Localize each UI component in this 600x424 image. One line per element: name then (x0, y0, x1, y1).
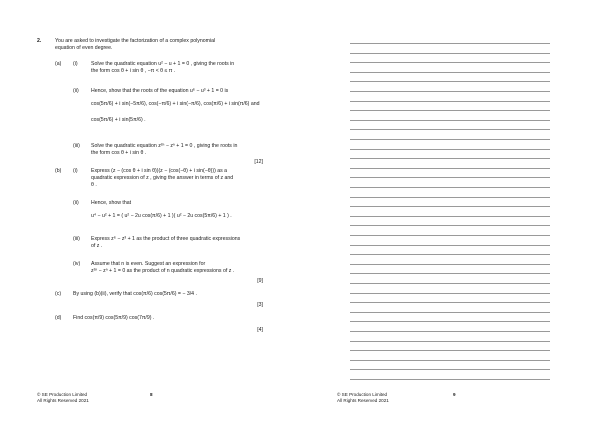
part-a-ii-line-2: cos(5π/6) + i sin(−5π/6), cos(−π/6) + i sin(−π/6), cos(π/6) + i sin(π/6) and (91, 101, 260, 107)
part-b-i-line-2: quadratic expression of z , giving the answer in terms of z and (91, 175, 234, 181)
answer-line (350, 369, 550, 370)
answer-line (350, 168, 550, 169)
part-c-marks: [3] (257, 302, 263, 308)
part-d-marks: [4] (257, 327, 263, 333)
answer-line (350, 62, 550, 63)
answer-line (350, 302, 550, 303)
part-c-label: (c) (55, 291, 62, 297)
answer-line (350, 283, 550, 284)
part-b-ii-label: (ii) (73, 200, 79, 206)
answer-line (350, 43, 550, 44)
footer-rights: All Rights Reserved 2021 (337, 398, 389, 403)
part-c-text: By using (b)(ii), verify that cos(π/6) cos(5π/6) = − 3/4 . (73, 291, 197, 297)
part-a-iii-label: (iii) (73, 143, 80, 149)
answer-line (350, 187, 550, 188)
part-a-i-line-2: the form cos θ + i sin θ , −π < θ ≤ π . (91, 68, 176, 74)
part-b-iv-line-2: z²ⁿ − zⁿ + 1 = 0 as the product of n quadratic expressions of z . (91, 268, 235, 274)
answer-line (350, 216, 550, 217)
part-b-iv-line-1: Assume that n is even. Suggest an expression for (91, 261, 206, 267)
part-a-ii-line-1: Hence, show that the roots of the equation u⁶ − u³ + 1 = 0 is (91, 88, 229, 94)
part-a-label: (a) (55, 61, 62, 67)
intro-line-1: You are asked to investigate the factorization of a complex polynomial (55, 38, 216, 44)
footer-rights: All Rights Reserved 2021 (37, 398, 89, 403)
intro-line-2: equation of even degree. (55, 45, 113, 51)
answer-line (350, 81, 550, 82)
footer-company: © SE Production Limited (337, 392, 388, 397)
part-a-i-line-1: Solve the quadratic equation u² − u + 1 = 0 , giving the roots in (91, 61, 235, 67)
answer-line (350, 350, 550, 351)
part-b-label: (b) (55, 168, 62, 174)
part-d-label: (d) (55, 315, 62, 321)
part-b-iii-line-1: Express z⁶ − z³ + 1 as the product of three quadratic expressions (91, 236, 241, 242)
footer-company: © SE Production Limited (37, 392, 88, 397)
part-a-iii-line-1: Solve the quadratic equation z²ⁿ − zⁿ + 1 = 0 , giving the roots in (91, 143, 238, 149)
answer-line (350, 341, 550, 342)
part-b-iv-label: (iv) (73, 261, 81, 267)
answer-line (350, 379, 550, 380)
page-number: 9 (453, 392, 456, 397)
part-a-marks: [12] (254, 159, 263, 165)
answer-line (350, 264, 550, 265)
answer-line (350, 158, 550, 159)
part-b-marks: [9] (257, 278, 263, 284)
answer-line (350, 197, 550, 198)
answer-line (350, 53, 550, 54)
part-a-iii-line-2: the form cos θ + i sin θ . (91, 150, 147, 156)
part-a-ii-label: (ii) (73, 88, 79, 94)
answer-line (350, 101, 550, 102)
part-b-i-line-1: Express (z − (cos θ + i sin θ))(z − (cos(−θ) + i sin(−θ))) as a (91, 168, 228, 174)
answer-line (350, 206, 550, 207)
page-number: 8 (150, 392, 153, 397)
answer-line (350, 149, 550, 150)
question-number: 2. (37, 38, 42, 44)
part-b-ii-line-1: Hence, show that (91, 200, 132, 206)
answer-line (350, 91, 550, 92)
answer-line (350, 120, 550, 121)
answer-line (350, 293, 550, 294)
answer-line (350, 129, 550, 130)
part-b-iii-label: (iii) (73, 236, 80, 242)
answer-line (350, 177, 550, 178)
part-a-ii-line-3: cos(5π/6) + i sin(5π/6) . (91, 117, 146, 123)
answer-line (350, 312, 550, 313)
answer-line (350, 110, 550, 111)
answer-line (350, 72, 550, 73)
answer-line (350, 139, 550, 140)
part-b-ii-line-2: u⁴ − u² + 1 = ( u² − 2u cos(π/6) + 1 )( u² − 2u cos(5π/6) + 1 ) . (91, 213, 232, 219)
answer-line (350, 225, 550, 226)
answer-line (350, 254, 550, 255)
part-b-i-line-3: θ . (91, 182, 97, 188)
answer-line (350, 273, 550, 274)
part-b-i-label: (i) (73, 168, 78, 174)
part-d-text: Find cos(π/9) cos(5π/9) cos(7π/9) . (73, 315, 155, 321)
answer-line (350, 360, 550, 361)
answer-line (350, 331, 550, 332)
part-b-iii-line-2: of z . (91, 243, 103, 249)
answer-line (350, 245, 550, 246)
answer-line (350, 321, 550, 322)
part-a-i-label: (i) (73, 61, 78, 67)
answer-line (350, 235, 550, 236)
